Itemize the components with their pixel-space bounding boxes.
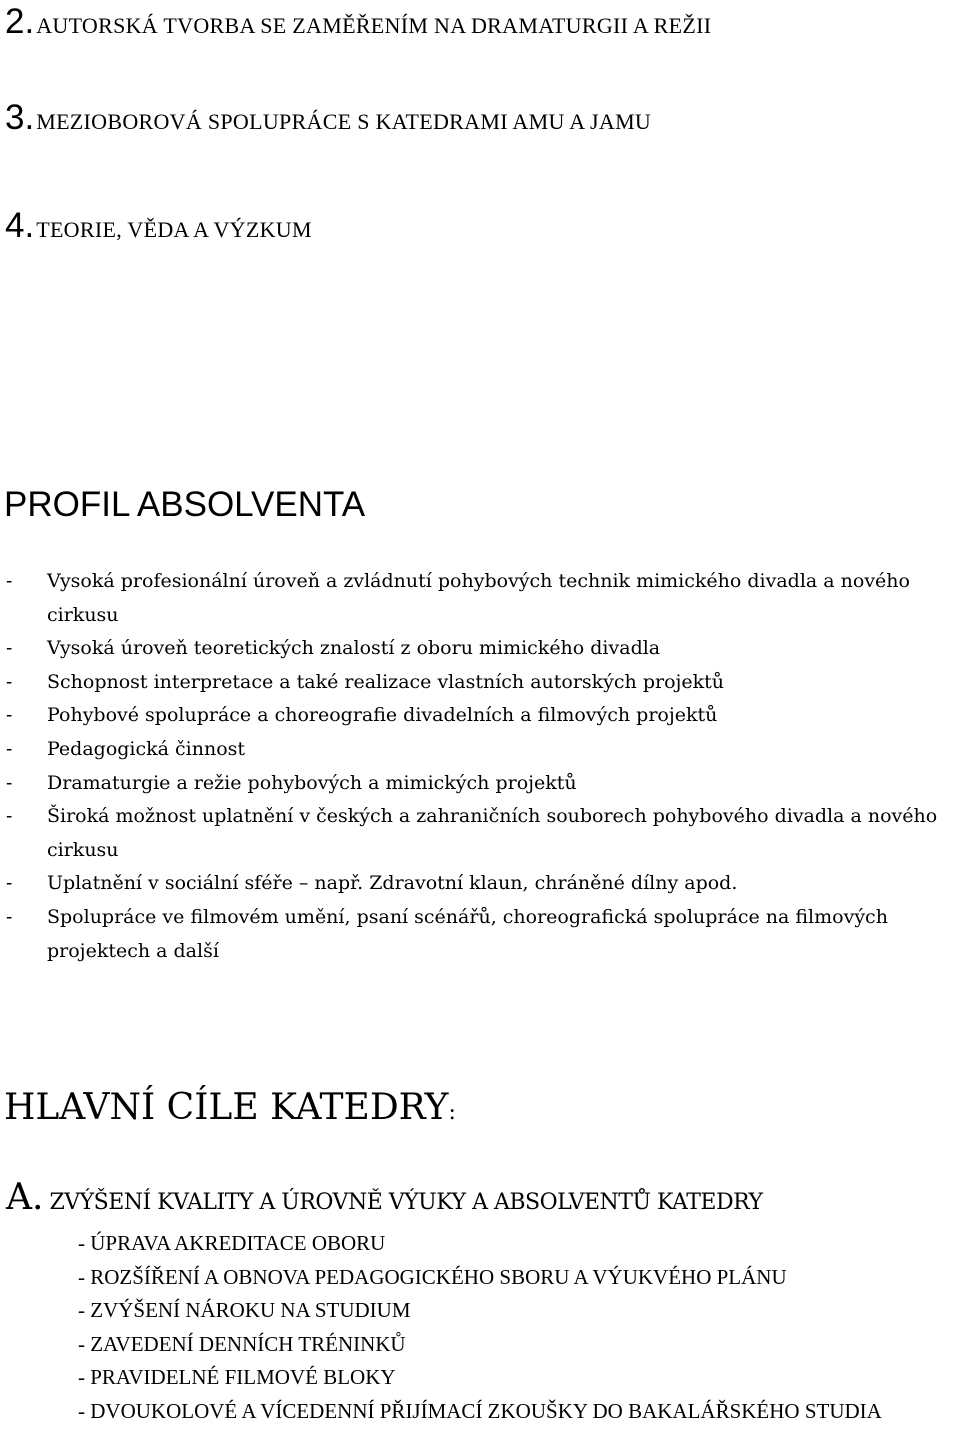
list-item bbox=[6, 767, 956, 801]
list-item-text: Vysoká profesionální úroveň a zvládnutí pohybových technik mimického divadla a nového cirkusu bbox=[47, 570, 910, 626]
list-item bbox=[6, 699, 956, 733]
numbered-heading-2 bbox=[5, 4, 711, 39]
list-item: - ÚPRAVA AKREDITACE OBORU bbox=[78, 1231, 386, 1255]
list-item bbox=[6, 867, 956, 901]
heading-text: MEZIOBOROVÁ SPOLUPRÁCE S KATEDRAMI AMU A JAMU bbox=[36, 109, 652, 134]
list-item-text: Pohybové spolupráce a choreografie divadelních a filmových projektů bbox=[47, 704, 718, 727]
dash-marker: - bbox=[6, 638, 13, 660]
dash-marker: - bbox=[6, 738, 13, 760]
profile-title: PROFIL ABSOLVENTA bbox=[4, 485, 366, 524]
list-item bbox=[6, 632, 956, 666]
dash-marker: - bbox=[6, 671, 13, 693]
list-item bbox=[6, 733, 956, 767]
list-item bbox=[6, 565, 956, 632]
list-item bbox=[6, 901, 956, 968]
dash-marker: - bbox=[6, 772, 13, 794]
dash-marker: - bbox=[6, 906, 13, 928]
goal-section-a-list bbox=[78, 1227, 958, 1429]
goal-section-a-heading bbox=[6, 1177, 763, 1218]
heading-number: 3. bbox=[5, 98, 35, 137]
heading-text: AUTORSKÁ TVORBA SE ZAMĚŘENÍM NA DRAMATURGII A REŽII bbox=[36, 13, 712, 38]
list-item bbox=[6, 800, 956, 867]
dash-marker: - bbox=[6, 873, 13, 895]
dash-marker: - bbox=[6, 806, 13, 828]
list-item-text: Pedagogická činnost bbox=[47, 737, 246, 760]
list-item bbox=[6, 666, 956, 700]
heading-text: TEORIE, VĚDA A VÝZKUM bbox=[36, 217, 312, 242]
list-item: - ZVÝŠENÍ NÁROKU NA STUDIUM bbox=[78, 1298, 411, 1323]
goals-title bbox=[4, 1087, 456, 1128]
dash-marker: - bbox=[6, 571, 13, 592]
dash-marker: - bbox=[6, 705, 13, 727]
profile-list bbox=[6, 565, 956, 968]
heading-number: 2. bbox=[5, 2, 35, 41]
numbered-heading-4 bbox=[5, 208, 312, 243]
list-item-text: Široká možnost uplatnění v českých a zahraničních souborech pohybového divadla a nového cirkusu bbox=[47, 805, 938, 861]
list-item-text: Dramaturgie a režie pohybových a mimických projektů bbox=[47, 771, 577, 794]
list-item-text: Uplatnění v sociální sféře – např. Zdravotní klaun, chráněné dílny apod. bbox=[47, 872, 738, 895]
goals-title-colon: : bbox=[448, 1100, 456, 1125]
section-title: ZVÝŠENÍ KVALITY A ÚROVNĚ VÝUKY A ABSOLVENTŮ KATEDRY bbox=[49, 1190, 763, 1215]
goals-title-text: HLAVNÍ CÍLE KATEDRY bbox=[4, 1087, 449, 1128]
heading-number: 4. bbox=[5, 206, 35, 245]
section-letter: A. bbox=[6, 1177, 44, 1218]
list-item-text: Vysoká úroveň teoretických znalostí z oboru mimického divadla bbox=[47, 637, 661, 660]
numbered-heading-3 bbox=[5, 100, 651, 135]
list-item: - DVOUKOLOVÉ A VÍCEDENNÍ PŘIJÍMACÍ ZKOUŠKY DO BAKALÁŘSKÉHO STUDIA bbox=[78, 1398, 882, 1423]
list-item: - ZAVEDENÍ DENNÍCH TRÉNINKŮ bbox=[78, 1331, 406, 1356]
list-item-text: Spolupráce ve filmovém umění, psaní scénářů, choreografická spolupráce na filmových projektech a další bbox=[47, 905, 888, 962]
list-item-text: Schopnost interpretace a také realizace vlastních autorských projektů bbox=[47, 670, 725, 693]
list-item: - PRAVIDELNÉ FILMOVÉ BLOKY bbox=[78, 1365, 396, 1390]
list-item: - ROZŠÍŘENÍ A OBNOVA PEDAGOGICKÉHO SBORU A VÝUKVÉHO PLÁNU bbox=[78, 1264, 787, 1289]
